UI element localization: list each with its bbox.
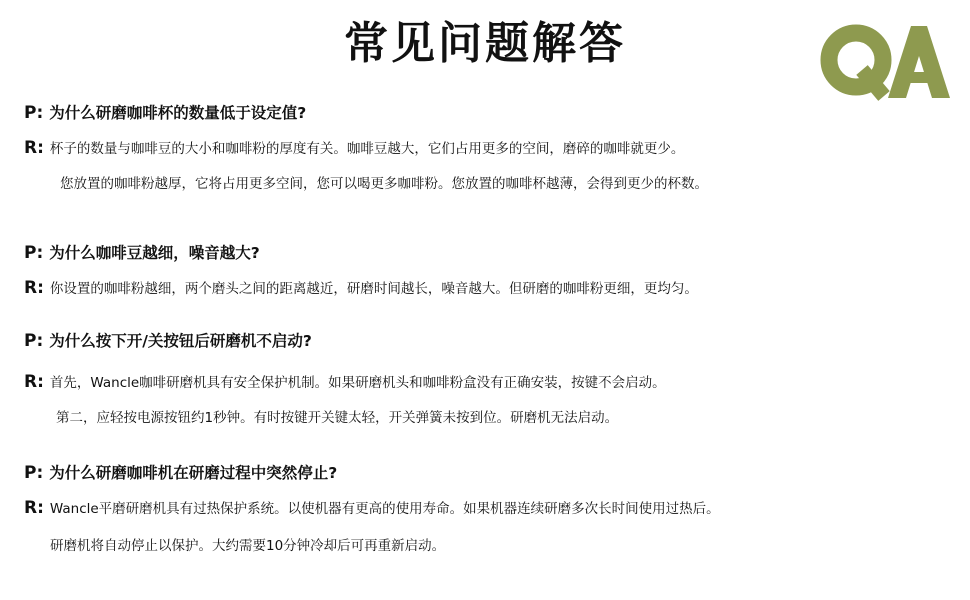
faq-question-3 [24,330,312,352]
answer-tag: R: [24,278,44,298]
faq-question-1 [24,102,306,124]
question-tag: P: [24,243,44,263]
answer-text: 首先，Wancle咖啡研磨机具有安全保护机制。如果研磨机头和咖啡粉盒没有正确安装，按键不会启动。 [49,375,666,391]
question-text: 为什么咖啡豆越细，噪音越大? [49,244,260,262]
answer-tag: R: [24,138,44,158]
qa-logo [818,22,950,102]
faq-question-2 [24,242,260,264]
question-tag: P: [24,103,44,123]
page-title: 常见问题解答 [344,18,626,69]
faq-answer-4 [24,498,720,519]
faq-answer-3-continued: 第二，应轻按电源按钮约1秒钟。有时按键开关键太轻，开关弹簧未按到位。研磨机无法启动。 [56,410,619,426]
answer-tag: R: [24,498,44,518]
faq-answer-2 [24,278,698,299]
faq-answer-4-continued: 研磨机将自动停止以保护。大约需要10分钟冷却后可再重新启动。 [50,538,446,554]
faq-answer-1-continued: 您放置的咖啡粉越厚，它将占用更多空间，您可以喝更多咖啡粉。您放置的咖啡杯越薄，会得到更少的杯数。 [60,176,708,192]
faq-question-4 [24,462,337,484]
question-text: 为什么按下开/关按钮后研磨机不启动? [49,332,312,350]
answer-text: Wancle平磨研磨机具有过热保护系统。以使机器有更高的使用寿命。如果机器连续研磨多次长时间使用过热后。 [49,501,720,517]
logo-a-shape [888,26,950,98]
faq-answer-3 [24,372,666,393]
question-text: 为什么研磨咖啡机在研磨过程中突然停止? [49,464,338,482]
answer-text: 杯子的数量与咖啡豆的大小和咖啡粉的厚度有关。咖啡豆越大，它们占用更多的空间，磨碎的咖啡就更少。 [49,141,685,157]
answer-tag: R: [24,372,44,392]
question-tag: P: [24,463,44,483]
question-tag: P: [24,331,44,351]
question-text: 为什么研磨咖啡杯的数量低于设定值? [49,104,307,122]
faq-answer-1 [24,138,684,159]
logo-a-bar [906,72,932,83]
answer-text: 你设置的咖啡粉越细，两个磨头之间的距离越近，研磨时间越长，噪音越大。但研磨的咖啡粉更细，更均匀。 [49,281,698,297]
